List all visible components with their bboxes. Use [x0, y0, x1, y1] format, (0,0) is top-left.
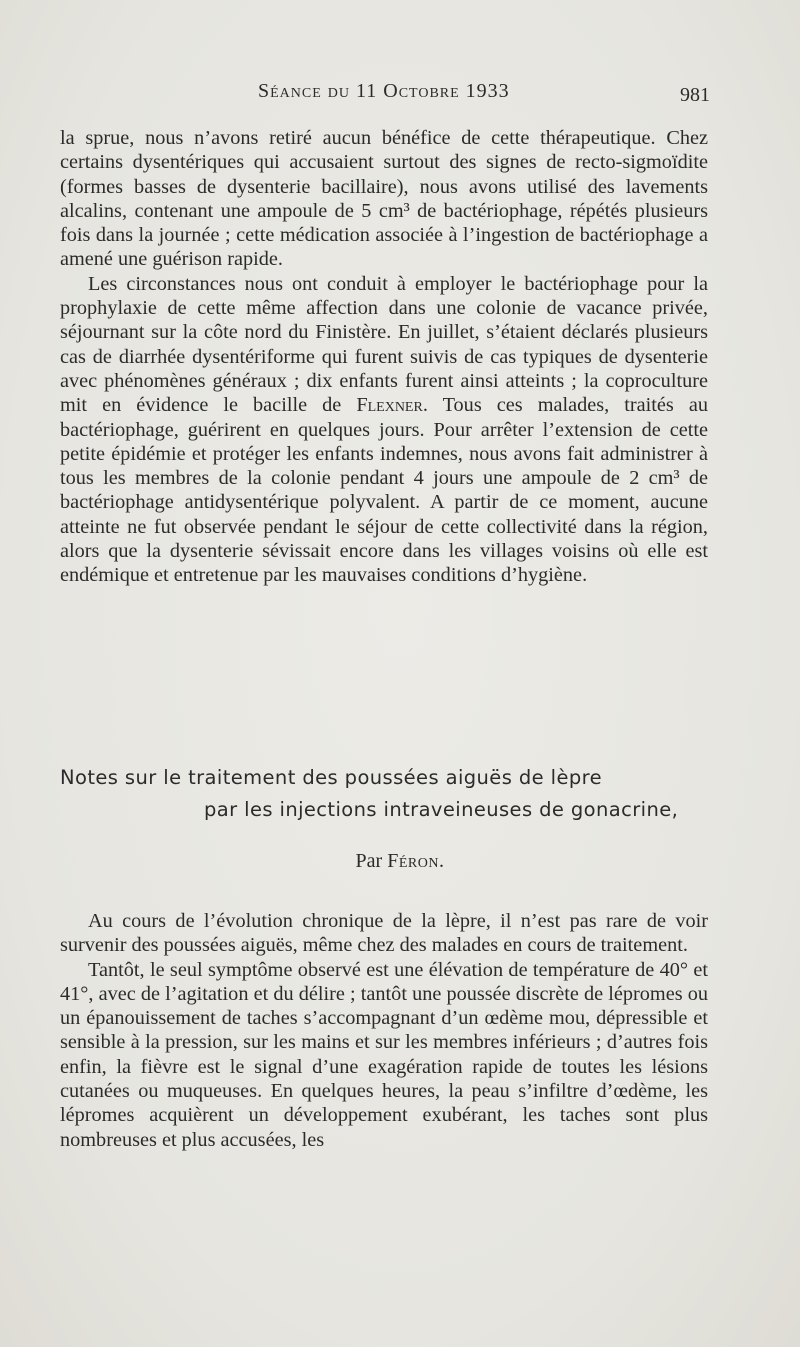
continued-article-text	[60, 126, 708, 588]
article-title-line-2: par les injections intraveineuses de gonacrine,	[204, 798, 679, 821]
article-author	[0, 850, 800, 873]
paragraph-prophylaxis-part-2: . Tous ces malades, traités au bactériophage, guérirent en quelques jours. Pour arrêter l’extension de cette petite épidémie et protéger les enfants indemnes, nous avons fait administrer à tous les membres de la colonie pendant 4 jours une ampoule de 2 cm³ de bactériophage antidysentérique polyvalent. A partir de ce moment, aucune atteinte ne fut observée pendant le séjour de cette collectivité dans la région, alors que la dysenterie sévissait encore dans les villages voisins où elle est endémique et entretenue par les mauvaises conditions d’hygiène.	[60, 394, 708, 587]
page-number: 981	[680, 84, 710, 106]
running-head	[0, 80, 800, 110]
paragraph-sprue-treatment: la sprue, nous n’avons retiré aucun bénéfice de cette thérapeutique. Chez certains dysentériques qui accusaient surtout des signes de recto-sigmoïdite (formes basses de dysenterie bacillaire), nous avons utilisé des lavements alcalins, contenant une ampoule de 5 cm³ de bactériophage, répétés plusieurs fois dans la journée ; cette médication associée à l’ingestion de bactériophage a amené une guérison rapide.	[60, 127, 708, 271]
paragraph-prophylaxis-part-1: Les circonstances nous ont conduit à employer le bactériophage pour la prophylaxie de cette même affection dans une colonie de vacance privée, séjournant sur la côte nord du Finistère. En juillet, s’étaient déclarés plusieurs cas de diarrhée dysentériforme qui furent suivis de cas typiques de dysenterie avec phénomènes généraux ; dix enfants furent ainsi atteints ; la coproculture mit en évidence le bacille de	[60, 272, 708, 417]
running-head-title: Séance du 11 Octobre 1933	[258, 80, 510, 102]
paragraph-symptoms: Tantôt, le seul symptôme observé est une élévation de température de 40° et 41°, avec de l’agitation et du délire ; tantôt une poussée discrète de lépromes ou un épanouissement de taches s’accompagnant d’un œdème mou, dépressible et sensible à la pression, sur les mains et sur les membres inférieurs ; d’autres fois enfin, la fièvre est le signal d’une exagération rapide de toutes les lésions cutanées ou muqueuses. En quelques heures, la peau s’infiltre d’œdème, les lépromes acquièrent un développement exubérant, les taches sont plus nombreuses et plus accusées, les	[60, 958, 708, 1151]
author-name: Féron.	[387, 850, 445, 872]
author-name-flexner: Flexner	[356, 394, 423, 417]
article-body-text	[60, 909, 708, 1152]
paragraph-intro: Au cours de l’évolution chronique de la lèpre, il n’est pas rare de voir survenir des poussées aiguës, même chez des malades en cours de traitement.	[60, 910, 708, 957]
paragraph-prophylaxis	[60, 272, 708, 588]
author-prefix: Par	[355, 850, 383, 872]
article-title-line-1: Notes sur le traitement des poussées aiguës de lèpre	[60, 766, 603, 789]
